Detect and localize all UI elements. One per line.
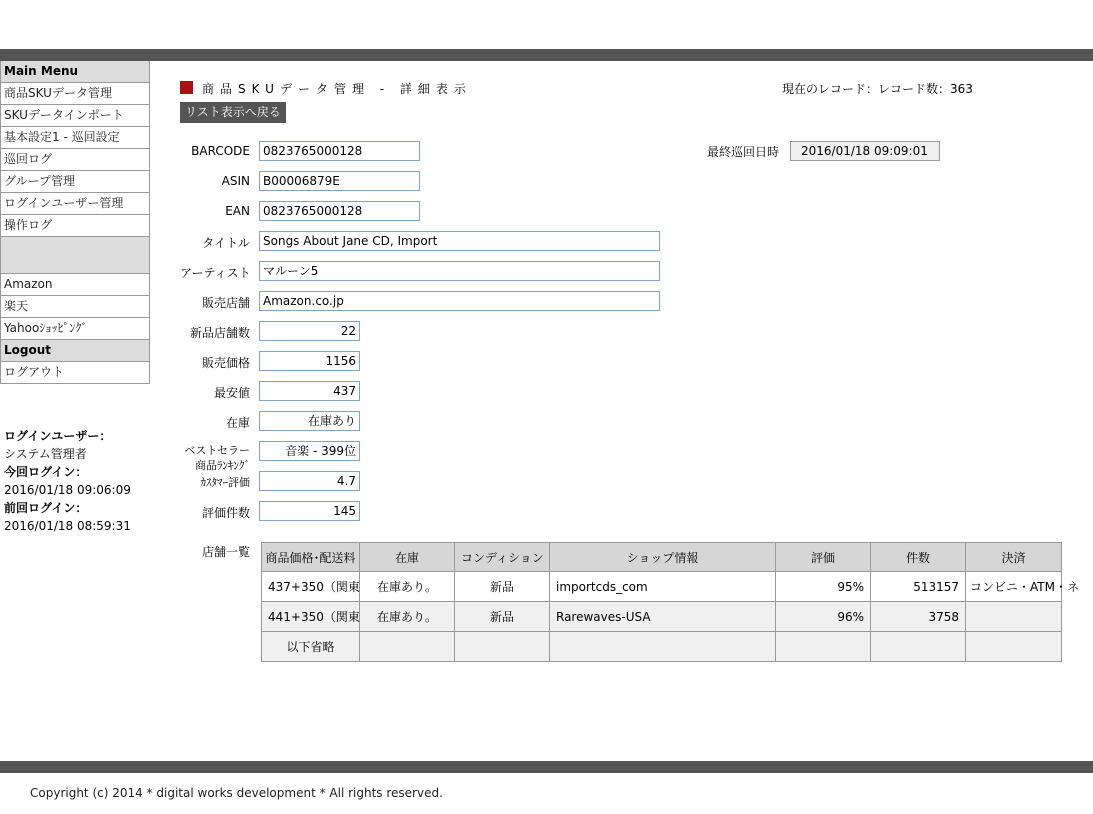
- cell-omitted: 以下省略: [262, 632, 360, 662]
- cell-shop: Rarewaves-USA: [550, 602, 776, 632]
- sidebar-item-yahoo-shopping[interactable]: Yahooｼｮｯﾋﾟﾝｸﾞ: [0, 318, 150, 340]
- cell-rating: 96%: [776, 602, 871, 632]
- ranking-label-line2: 商品ﾗﾝｷﾝｸﾞ: [195, 459, 250, 472]
- sidebar-item-login-user-management[interactable]: ログインユーザー管理: [0, 193, 150, 215]
- new-store-count-field[interactable]: 22: [259, 321, 360, 341]
- store-label: 販売店舗: [201, 296, 250, 310]
- table-row: [262, 602, 1062, 632]
- sidebar-item-sku-management[interactable]: 商品SKUデータ管理: [0, 83, 150, 105]
- store-field[interactable]: Amazon.co.jp: [259, 291, 660, 311]
- col-payment: 決済: [966, 543, 1062, 572]
- customer-rating-field[interactable]: 4.7: [259, 471, 360, 491]
- previous-login-label: 前回ログイン：: [4, 501, 88, 515]
- sidebar: [0, 61, 150, 384]
- cell-rating: 95%: [776, 572, 871, 602]
- col-condition: コンディション: [455, 543, 550, 572]
- shop-list-label: 店舗一覧: [201, 545, 250, 559]
- sidebar-item-logout[interactable]: ログアウト: [0, 362, 150, 384]
- review-count-label: 評価件数: [201, 506, 250, 520]
- last-patrol-label: 最終巡回日時: [707, 145, 780, 159]
- sidebar-item-operation-log[interactable]: 操作ログ: [0, 215, 150, 237]
- cell-price: 441+350（関東: [262, 602, 360, 632]
- sidebar-item-amazon[interactable]: Amazon: [0, 274, 150, 296]
- barcode-field[interactable]: 0823765000128: [259, 141, 420, 161]
- cell-empty: [776, 632, 871, 662]
- sale-price-label: 販売価格: [201, 356, 250, 370]
- asin-field[interactable]: B00006879E: [259, 171, 420, 191]
- barcode-label: BARCODE: [191, 144, 250, 158]
- ean-label: EAN: [225, 204, 250, 218]
- table-row-omitted: [262, 632, 1062, 662]
- last-patrol-value: 2016/01/18 09:09:01: [790, 141, 940, 161]
- cell-empty: [360, 632, 455, 662]
- col-shop-info: ショップ情報: [550, 543, 776, 572]
- col-rating: 評価: [776, 543, 871, 572]
- login-info: [4, 427, 154, 535]
- back-to-list-button[interactable]: リスト表示へ戻る: [180, 102, 286, 123]
- shop-table-header: [262, 543, 1062, 572]
- bottom-bar: [0, 761, 1093, 773]
- ranking-label: [180, 443, 250, 473]
- cell-empty: [871, 632, 966, 662]
- cell-price: 437+350（関東: [262, 572, 360, 602]
- page-title: 商品SKUデータ管理 - 詳細表示: [202, 82, 472, 96]
- cell-empty: [455, 632, 550, 662]
- sidebar-item-rakuten[interactable]: 楽天: [0, 296, 150, 318]
- cell-payment: [966, 602, 1062, 632]
- title-marker-icon: [180, 81, 193, 94]
- title-label: タイトル: [202, 236, 250, 250]
- new-store-count-label: 新品店舗数: [189, 326, 250, 340]
- col-price-shipping: 商品価格･配送料: [262, 543, 360, 572]
- login-user-name: システム管理者: [4, 447, 87, 461]
- ranking-label-line1: ベストセラー: [184, 444, 250, 457]
- sidebar-item-patrol-log[interactable]: 巡回ログ: [0, 149, 150, 171]
- shop-table: [261, 542, 1079, 662]
- sidebar-item-sku-import[interactable]: SKUデータインポート: [0, 105, 150, 127]
- col-stock: 在庫: [360, 543, 455, 572]
- logout-header: Logout: [0, 340, 150, 362]
- stock-label: 在庫: [225, 416, 250, 430]
- current-login-time: 2016/01/18 09:06:09: [4, 483, 131, 497]
- login-user-label: ログインユーザー：: [4, 429, 112, 443]
- previous-login-time: 2016/01/18 08:59:31: [4, 519, 131, 533]
- cell-condition: 新品: [455, 572, 550, 602]
- table-row: [262, 572, 1062, 602]
- top-bar: [0, 49, 1093, 61]
- title-field[interactable]: Songs About Jane CD, Import: [259, 231, 660, 251]
- sidebar-item-group-management[interactable]: グループ管理: [0, 171, 150, 193]
- col-count: 件数: [871, 543, 966, 572]
- sidebar-spacer: [0, 237, 150, 274]
- ranking-field[interactable]: 音楽 - 399位: [259, 441, 360, 461]
- lowest-price-label: 最安値: [213, 386, 250, 400]
- sidebar-item-basic-settings[interactable]: 基本設定1 - 巡回設定: [0, 127, 150, 149]
- record-info: 現在のレコード：レコード数：363: [782, 82, 973, 96]
- cell-payment: コンビニ・ATM・ネ: [966, 572, 1062, 602]
- customer-rating-label: ｶｽﾀﾏｰ評価: [200, 476, 250, 489]
- cell-stock: 在庫あり。: [360, 572, 455, 602]
- footer-copyright: Copyright (c) 2014 * digital works development * All rights reserved.: [30, 786, 443, 800]
- cell-count: 513157: [871, 572, 966, 602]
- asin-label: ASIN: [221, 174, 250, 188]
- cell-empty: [550, 632, 776, 662]
- lowest-price-field[interactable]: 437: [259, 381, 360, 401]
- sale-price-field[interactable]: 1156: [259, 351, 360, 371]
- artist-label: アーティスト: [180, 266, 251, 280]
- cell-count: 3758: [871, 602, 966, 632]
- stock-field[interactable]: 在庫あり: [259, 411, 360, 431]
- artist-field[interactable]: マルーン5: [259, 261, 660, 281]
- cell-shop: importcds_com: [550, 572, 776, 602]
- current-login-label: 今回ログイン：: [4, 465, 88, 479]
- review-count-field[interactable]: 145: [259, 501, 360, 521]
- cell-stock: 在庫あり。: [360, 602, 455, 632]
- cell-condition: 新品: [455, 602, 550, 632]
- main-menu-header: Main Menu: [0, 61, 150, 83]
- ean-field[interactable]: 0823765000128: [259, 201, 420, 221]
- cell-empty: [966, 632, 1062, 662]
